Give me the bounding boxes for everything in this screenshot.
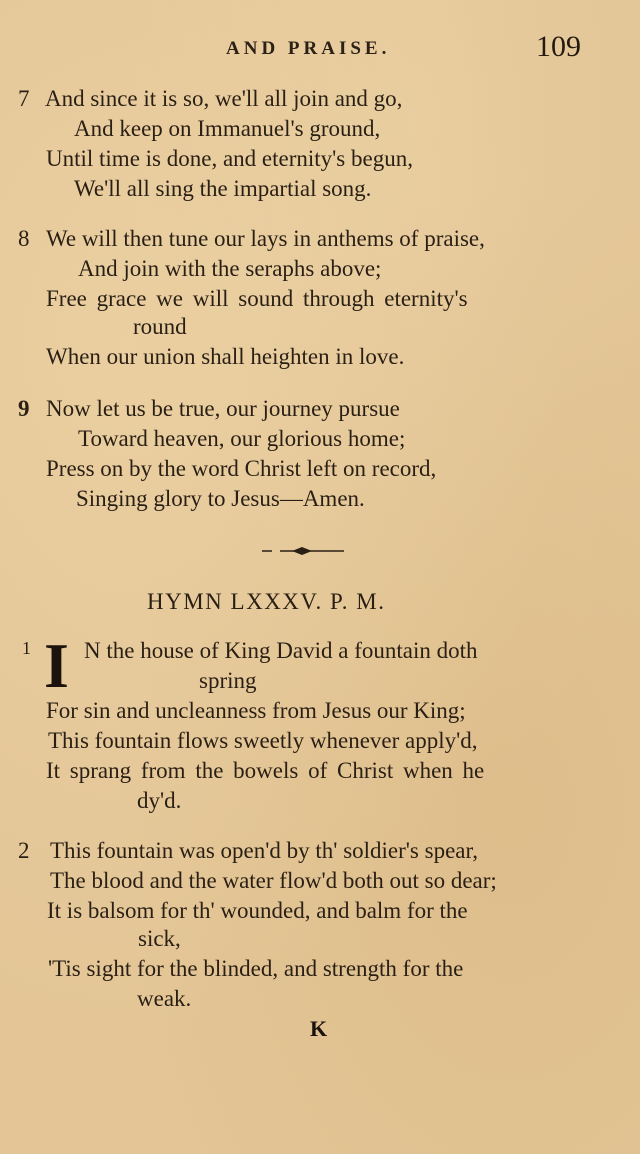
verse-line: spring: [199, 668, 257, 693]
running-head: AND PRAISE.: [226, 38, 391, 59]
verse-line: We'll all sing the impartial song.: [74, 176, 372, 201]
verse-line: weak.: [137, 986, 192, 1011]
verse-line: For sin and uncleanness from Jesus our King;: [46, 698, 466, 723]
verse-number: 2: [18, 838, 30, 863]
page-number: 109: [536, 30, 581, 63]
verse-line: Until time is done, and eternity's begun,: [46, 146, 413, 171]
verse-line: dy'd.: [137, 788, 182, 813]
verse-line: And since it is so, we'll all join and go,: [45, 86, 403, 111]
verse-line: Press on by the word Christ left on record,: [46, 456, 437, 481]
verse-number: 7: [18, 86, 30, 111]
verse-line: round: [133, 314, 187, 339]
verse-line: Singing glory to Jesus—Amen.: [76, 486, 365, 511]
verse-line: N the house of King David a fountain doth: [84, 638, 478, 663]
verse-line: Now let us be true, our journey pursue: [46, 396, 400, 421]
verse-line: And keep on Immanuel's ground,: [74, 116, 381, 141]
divider-ornament-icon: [262, 545, 344, 557]
verse-line: This fountain flows sweetly whenever apply'd,: [48, 728, 478, 753]
verse-line: It is balsom for th' wounded, and balm for the: [47, 898, 468, 923]
verse-line: We will then tune our lays in anthems of praise,: [46, 226, 485, 251]
verse-line: Free grace we will sound through eternity's: [46, 286, 468, 311]
verse-number: 1: [22, 638, 31, 658]
verse-line: This fountain was open'd by th' soldier's spear,: [50, 838, 478, 863]
verse-line: And join with the seraphs above;: [78, 256, 382, 281]
hymn-title: HYMN LXXXV. P. M.: [147, 589, 386, 614]
verse-line: Toward heaven, our glorious home;: [78, 426, 406, 451]
verse-line: 'Tis sight for the blinded, and strength for the: [48, 956, 464, 981]
verse-line: It sprang from the bowels of Christ when he: [46, 758, 485, 783]
verse-number: 8: [18, 226, 30, 251]
verse-line: The blood and the water flow'd both out so dear;: [50, 868, 497, 893]
signature-mark: K: [310, 1016, 328, 1041]
verse-number: 9: [18, 396, 30, 421]
drop-cap: I: [44, 630, 69, 701]
verse-line: sick,: [138, 926, 181, 951]
verse-line: When our union shall heighten in love.: [46, 344, 405, 369]
